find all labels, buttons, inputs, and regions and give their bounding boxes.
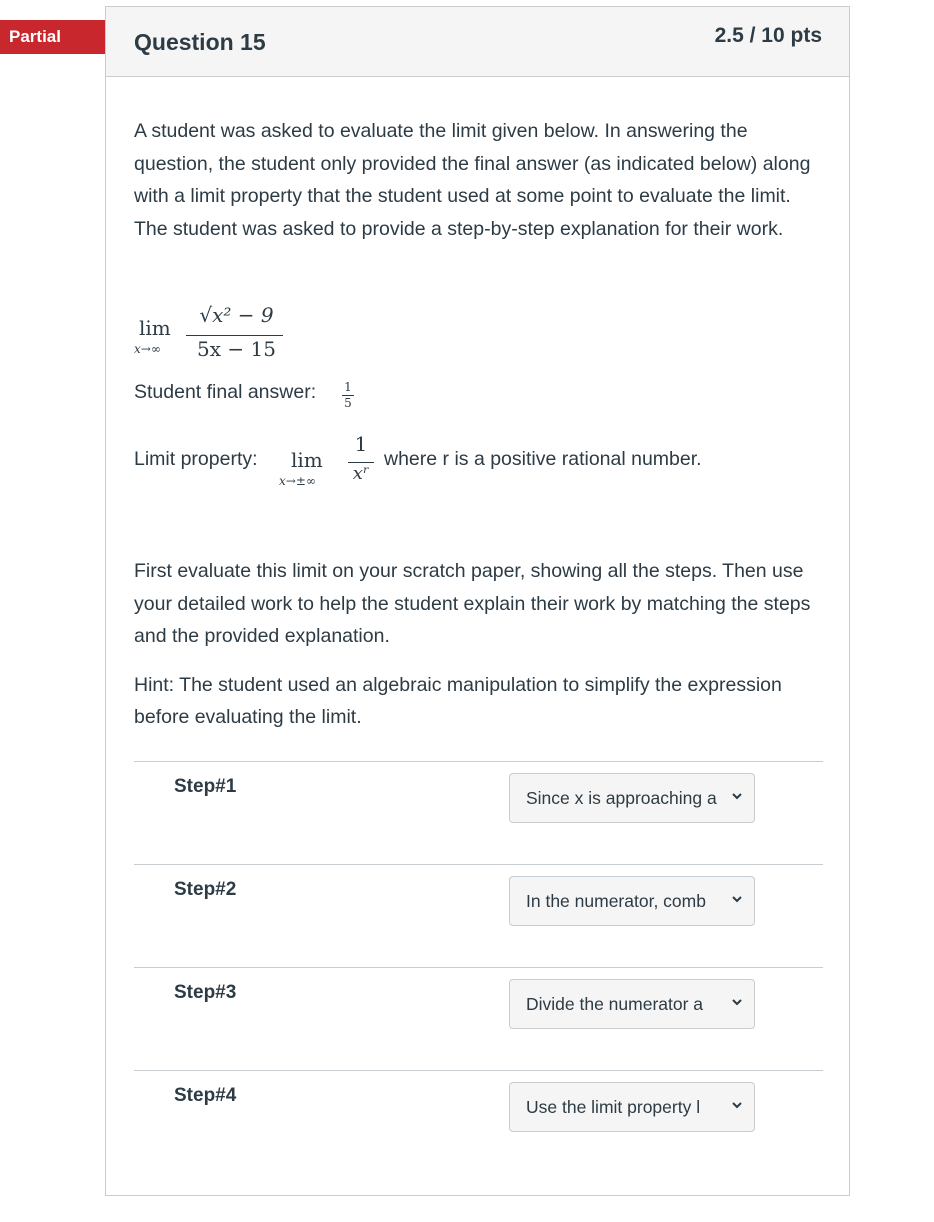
limit-numerator: √x² − 9 [199, 303, 274, 327]
limit-operator: lim [139, 316, 171, 340]
final-answer-numerator: 1 [344, 380, 352, 394]
dropdown-selected-value: Use the limit property l [526, 1097, 701, 1117]
step-row [134, 1070, 823, 1173]
property-denominator: xʳ [352, 463, 370, 484]
instructions [134, 555, 824, 750]
step-1-dropdown[interactable] [509, 773, 755, 823]
step-2-dropdown[interactable] [509, 876, 755, 926]
limit-subscript: x→∞ [134, 342, 161, 356]
step-label: Step#1 [174, 776, 237, 797]
property-subscript: x→±∞ [279, 474, 316, 488]
dropdown-selected-value: Divide the numerator a [526, 994, 704, 1014]
final-answer-fraction [342, 381, 354, 410]
question-title: Question 15 [134, 29, 266, 55]
question-card [105, 6, 850, 1196]
step-3-dropdown[interactable] [509, 979, 755, 1029]
step-label: Step#2 [174, 879, 237, 900]
final-answer-label: Student final answer: [134, 381, 317, 403]
fraction-bar [186, 335, 283, 336]
limit-property-row [134, 431, 824, 491]
instruction-text: First evaluate this limit on your scratch paper, showing all the steps. Then use your detailed work to help the student explain their work by matching the steps and the provided explanation. [134, 560, 811, 647]
property-text: where r is a positive rational number. [384, 448, 702, 470]
chevron-down-icon [730, 892, 744, 906]
final-answer-row [134, 380, 352, 410]
limit-denominator: 5x − 15 [197, 337, 276, 361]
step-row [134, 864, 823, 967]
step-4-dropdown[interactable] [509, 1082, 755, 1132]
step-row [134, 967, 823, 1070]
property-label: Limit property: [134, 448, 258, 470]
step-matching-list [134, 761, 823, 1173]
step-row [134, 761, 823, 864]
property-operator: lim [291, 448, 323, 472]
question-points: 2.5 / 10 pts [714, 24, 822, 47]
question-intro [134, 115, 824, 245]
intro-text: A student was asked to evaluate the limit given below. In answering the question, the student only provided the final answer (as indicated below) along with a limit property that the student used at some point to evaluate the limit. The student was asked to provide a step-by-step explanation for their work. [134, 120, 811, 240]
final-answer-denominator: 5 [344, 396, 352, 410]
grade-status-badge: Partial [0, 20, 105, 54]
dropdown-selected-value: In the numerator, comb [526, 891, 706, 911]
property-numerator: 1 [354, 432, 368, 456]
chevron-down-icon [730, 789, 744, 803]
chevron-down-icon [730, 995, 744, 1009]
question-header [106, 7, 849, 77]
chevron-down-icon [730, 1098, 744, 1112]
step-label: Step#4 [174, 1085, 237, 1106]
dropdown-selected-value: Since x is approaching a [526, 788, 717, 808]
hint-text: Hint: The student used an algebraic manipulation to simplify the expression before evaluating the limit. [134, 673, 782, 728]
step-label: Step#3 [174, 982, 237, 1003]
